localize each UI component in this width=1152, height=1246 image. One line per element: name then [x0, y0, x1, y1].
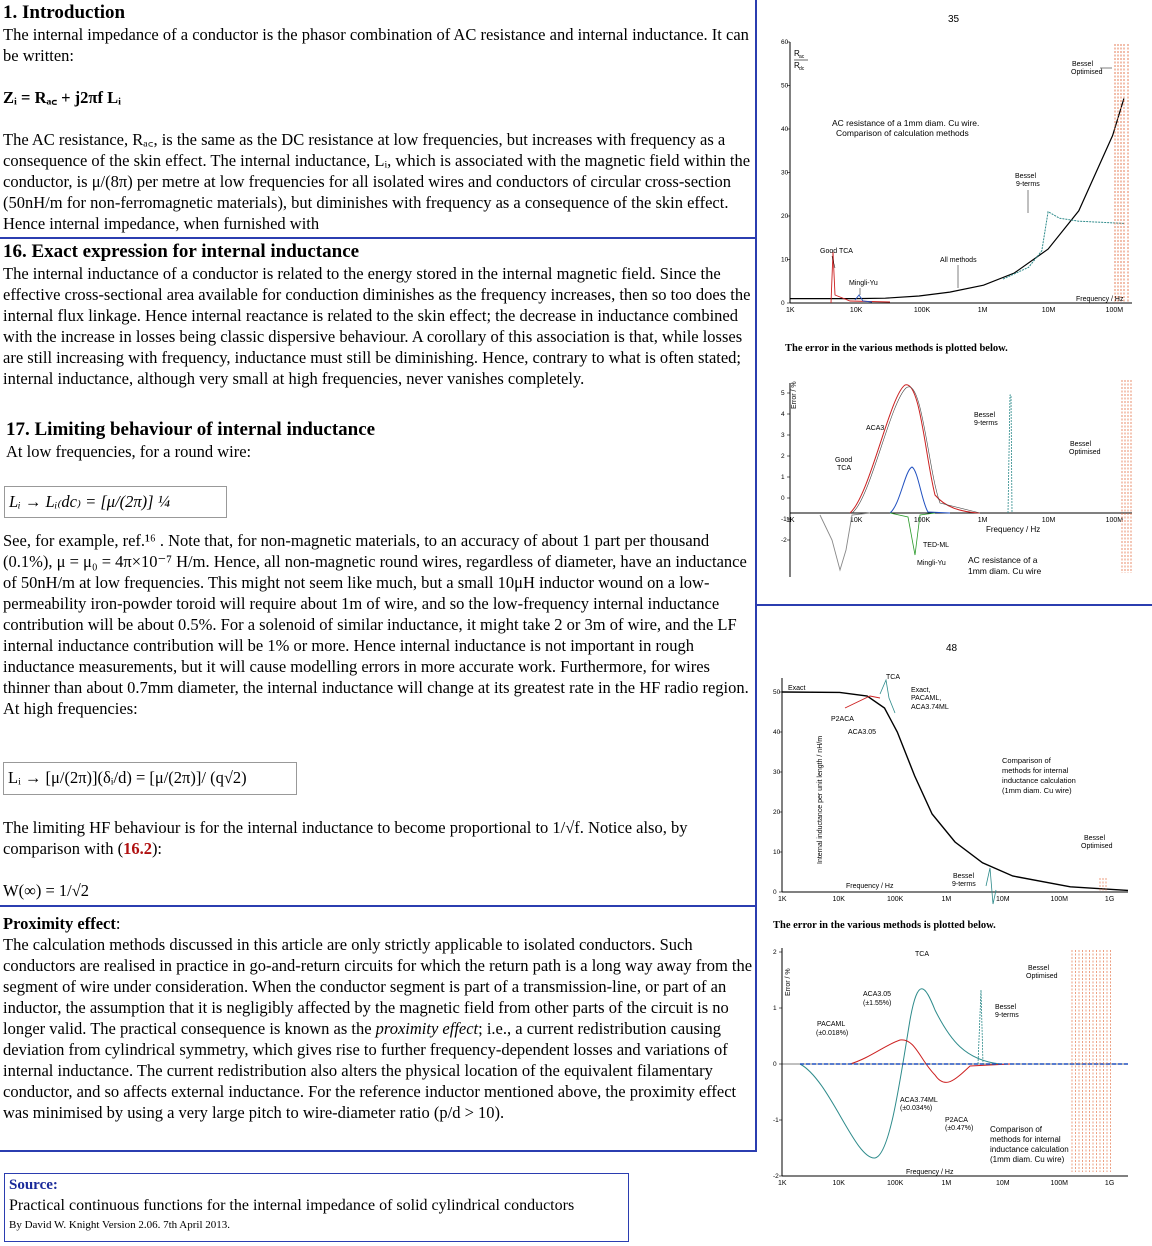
proximity-paragraph: The calculation methods discussed in this article are only strictly applicable to isolated conductors. Such conductors are realised in practice in go-and-return circuits for which the return path is a long way away from the segment of wire under consideration. When the conductor segment is part of a transmission-line, or part of an inductor, the assumption that it is negligibly affected by the magnetic field from other parts of the circuit is no longer valid. The practical consequence is known as the proximity effect; i.e., a current redistribution causing deviation from cylindrical symmetry, which gives rise to further frequency-dependent losses and variations of internal inductance. The current redistribution also alters the physical location of the equivalent filamentary conductor, and so affects external inductance. For the reference inductor mentioned above, the proximity effect was minimised by using a very large pitch to wire-diameter ratio (p/d > 10). [3, 935, 753, 1122]
ierr-annot-tca: TCA [915, 951, 929, 958]
inductance-chart [760, 668, 1150, 908]
high-frequency-formula-box [3, 762, 297, 795]
y-tick-label: 10 [781, 256, 789, 264]
y-tick-label: 50 [773, 689, 781, 696]
x-tick-label: 100M [1105, 517, 1124, 524]
svg-text:9-terms: 9-terms [1016, 181, 1040, 188]
ierr-curve-tca [800, 989, 1000, 1158]
err-bessel-optimised-lines [1122, 380, 1131, 573]
x-tick-label: 1K [786, 517, 795, 524]
ierr-annot-bessel-opt: Bessel [1028, 965, 1050, 972]
low-frequency-formula-box [4, 486, 227, 518]
inductance-curve-tca [880, 680, 895, 713]
err-curve-mingli [890, 467, 950, 513]
section-divider [0, 237, 757, 239]
page-number-35: 35 [948, 14, 960, 25]
x-tick-label: 100K [886, 896, 904, 903]
y-tick-label: 3 [781, 432, 785, 439]
proximity-section: Proximity effect: The calculation methods discussed in this article are only strictly applicable to isolated conductors. Such conductors are realised in practice in go-and-return circuits for which the return path is a long way away from the segment of wire under consideration. When the conductor segment is part of a transmission-line, or part of an inductor, the assumption that it is negligibly affected by the magnetic field from other parts of the circuit is no longer valid. The practical consequence is known as the proximity effect; i.e., a current redistribution causing deviation from cylindrical symmetry, which gives rise to further frequency-dependent losses and variations of internal inductance. The current redistribution also alters the physical location of the equivalent filamentary conductor, and so affects external inductance. For the reference inductor mentioned above, the proximity effect was minimised by using a very large pitch to wire-diameter ratio (p/d > 10). [3, 913, 755, 1149]
column-divider [755, 0, 757, 1152]
intro-section [3, 2, 755, 236]
err-curve-bessel9 [1008, 395, 1012, 513]
rac-error-title-1: AC resistance of a [968, 555, 1038, 565]
svg-text:TCA: TCA [837, 465, 851, 472]
y-tick-label: -1 [781, 516, 787, 523]
source-author: By David W. Knight Version 2.06. 7th April 2013. [9, 1219, 231, 1231]
rac-annot-bessel9: Bessel [1015, 173, 1037, 180]
svg-text:inductance calculation: inductance calculation [990, 1145, 1069, 1154]
ind-annot-exact-group: Exact, [911, 687, 931, 694]
ierr-annot-aca305: ACA3.05 [863, 991, 892, 998]
intro-paragraph-1: The internal impedance of a conductor is the phasor combination of AC resistance and internal inductance. It can be written: [3, 25, 749, 65]
y-tick-label: 0 [773, 889, 777, 896]
inductance-title: Comparison of [1002, 756, 1051, 765]
y-tick-label: 5 [781, 390, 785, 397]
ierr-annot-p2aca: P2ACA [945, 1117, 968, 1124]
rac-error-xlabel: Frequency / Hz [986, 525, 1041, 534]
svg-text:(±0.018%): (±0.018%) [816, 1030, 849, 1037]
x-tick-label: 1M [941, 1180, 952, 1187]
y-tick-label: 40 [773, 729, 781, 736]
source-label: Source: [9, 1177, 58, 1193]
page-number-48: 48 [946, 643, 958, 654]
svg-text:(1mm diam. Cu wire): (1mm diam. Cu wire) [990, 1155, 1065, 1164]
x-tick-label: 1K [786, 307, 795, 314]
err-annot-good-tca: Good [835, 457, 853, 464]
y-tick-label: -1 [773, 1117, 779, 1124]
rac-xlabel: Frequency / Hz [1076, 296, 1124, 303]
y-tick-label: 60 [781, 39, 789, 46]
svg-text:Optimised: Optimised [1069, 449, 1101, 456]
rac-annot-bessel-opt: Bessel [1072, 61, 1094, 68]
svg-text:9-terms: 9-terms [974, 420, 998, 427]
err-annot-bessel9: Bessel [974, 412, 996, 419]
ind-annot-p2aca: P2ACA [831, 716, 854, 723]
section-17-paragraph-2: See, for example, ref.¹⁶ . Note that, for non-magnetic materials, to an accuracy of about 1 part per thousand (0.1%), μ = μ₀ = 4π×10⁻⁷ H/m. Hence, all non-magnetic round wires, regardless of diameter, have an inductance of 50nH/m at low frequencies. This might not seem like much, but a small 10μH inductor wound on a low-permeability iron-powder toroid will require about 1m of wire, and so the low-frequency internal inductance contribution will be about 0.5%. For a solenoid of similar inductance, it might take 2 or 3m of wire, and the LF internal inductance contribution will be 1% or more. Hence internal inductance is not important in rough inductance measurements, but it will cause modelling errors in more accurate work. Furthermore, for wires thinner than about 0.7mm diameter, the internal inductance will change at its greatest rate in the HF radio region. [3, 531, 749, 697]
source-box [4, 1173, 629, 1242]
svg-text:9-terms: 9-terms [952, 881, 976, 888]
svg-text:Comparison of calculation meth: Comparison of calculation methods [836, 128, 969, 138]
x-tick-label: 1M [977, 517, 988, 524]
intro-heading: 1. Introduction [3, 2, 126, 23]
x-tick-label: 10M [995, 1180, 1010, 1187]
svg-text:R: R [794, 61, 800, 70]
svg-text:9-terms: 9-terms [995, 1012, 1019, 1019]
ind-annot-aca305: ACA3.05 [848, 729, 877, 736]
rac-ylabel-top: R [794, 49, 800, 58]
err-curve-aca3-b [852, 387, 980, 513]
section-17-paragraph-1: At low frequencies, for a round wire: [6, 442, 252, 461]
inductance-x-ticks [778, 896, 1114, 903]
x-tick-label: 100M [1050, 1180, 1068, 1187]
rac-title: AC resistance of a 1mm diam. Cu wire. [832, 118, 980, 128]
ierr-bessel-opt-lines [1072, 950, 1111, 1172]
rac-error-title-2: 1mm diam. Cu wire [968, 566, 1042, 576]
rac-annot-all: All methods [940, 257, 977, 264]
y-tick-label: 30 [781, 169, 789, 177]
inductance-error-ylabel: Error / % [785, 968, 792, 996]
w-infinity-formula: W(∞) = 1/√2 [3, 881, 90, 900]
y-tick-label: 0 [781, 495, 785, 502]
inductance-y-ticks [773, 689, 782, 896]
proximity-heading: Proximity effect [3, 914, 116, 933]
err-curve-aca3 [850, 385, 980, 513]
x-tick-label: 100K [913, 517, 931, 524]
inductance-ylabel: Internal inductance per unit length / nH/m [817, 735, 824, 864]
section-17-paragraph-4: The limiting HF behaviour is for the internal inductance to become proportional to 1/√f. Notice also, by comparison with (16.2): [3, 818, 688, 858]
high-frequency-formula: Lᵢ → [μ/(2π)](δᵢ/d) = [μ/(2π)]/ (q√2) [8, 768, 247, 787]
svg-text:(±0.034%): (±0.034%) [900, 1105, 933, 1112]
ierr-annot-pacaml: PACAML [817, 1021, 846, 1028]
svg-text:PACAML,: PACAML, [911, 695, 942, 702]
rac-annot-mingli: Mingli-Yu [849, 280, 878, 287]
y-tick-label: 2 [773, 949, 777, 956]
svg-text:Optimised: Optimised [1026, 973, 1058, 980]
internal-impedance-formula: Zᵢ = Rₐ꜀ + j2πf Lᵢ [3, 88, 122, 107]
section-17-hf [3, 817, 755, 905]
svg-text:(±0.47%): (±0.47%) [945, 1125, 974, 1132]
rac-chart [760, 30, 1150, 320]
x-tick-label: 10K [832, 896, 845, 903]
inductance-error-xlabel: Frequency / Hz [906, 1169, 954, 1176]
section-16-heading: 16. Exact expression for internal inductance [3, 241, 360, 262]
inductance-error-title: Comparison of [990, 1125, 1043, 1134]
rac-error-chart [760, 375, 1150, 595]
svg-text:ac: ac [799, 54, 805, 60]
section-17-paragraph-3: At high frequencies: [3, 699, 138, 718]
svg-text:inductance calculation: inductance calculation [1002, 776, 1076, 785]
x-tick-label: 1M [941, 896, 952, 903]
inductance-curve-bessel9 [986, 868, 996, 904]
svg-text:ACA3.74ML: ACA3.74ML [911, 704, 949, 711]
fig35-caption: The error in the various methods is plotted below. [785, 343, 1008, 354]
err-annot-ted-ml: TED-ML [923, 542, 950, 549]
y-tick-label: -2 [773, 1173, 779, 1180]
y-tick-label: 2 [781, 453, 785, 460]
x-tick-label: 100K [886, 1180, 904, 1187]
ierr-annot-aca374ml: ACA3.74ML [900, 1097, 938, 1104]
x-tick-label: 10K [849, 307, 863, 314]
x-tick-label: 1K [778, 1180, 787, 1187]
rac-annot-good-tca: Good TCA [820, 248, 853, 255]
y-tick-label: 1 [781, 474, 785, 481]
section-17-body [3, 530, 755, 745]
intro-paragraph-2: The AC resistance, Rₐ꜀, is the same as the DC resistance at low frequencies, but increases with frequency as a consequence of the skin effect. The internal inductance, Lᵢ, which is associated with the magnetic field within the conductor, is μ/(8π) per metre at low frequencies for all isolated wires and conductors of circular cross-section (50nH/m for non-ferromagnetic materials), but diminishes with frequency as a consequence of the skin effect. Hence internal impedance, when furnished with [3, 130, 751, 233]
x-tick-label: 10K [832, 1180, 845, 1187]
rac-error-ylabel: Error / % [791, 381, 798, 409]
fig48-caption: The error in the various methods is plotted below. [773, 920, 996, 931]
x-tick-label: 1G [1104, 896, 1115, 903]
y-tick-label: 30 [773, 769, 781, 776]
x-tick-label: 100M [1105, 307, 1124, 314]
x-tick-label: 100M [1050, 896, 1068, 903]
inductance-xlabel: Frequency / Hz [846, 883, 894, 890]
ierr-annot-bessel9: Bessel [995, 1004, 1017, 1011]
svg-text:Optimised: Optimised [1081, 843, 1113, 850]
y-tick-label: 0 [781, 300, 785, 307]
inductance-bessel-opt-lines [1100, 878, 1106, 892]
y-tick-label: 4 [781, 411, 785, 418]
section-16-paragraph: The internal inductance of a conductor is related to the energy stored in the internal magnetic field. Since the effective cross-sectional area available for conduction diminishes as the frequency increases, then so too does the internal flux linkage. Hence internal reactance is related to the skin effect; the decrease in inductance combined with the increase in losses being classic dispersive behaviour. A corollary of this association is that, while losses are still increasing with frequency, inductance must still be diminishing. Hence, contrary to what is often stated; internal inductance, although very small at high frequencies, never vanishes completely. [3, 264, 751, 388]
figure-divider [757, 604, 1152, 606]
svg-text:methods for internal: methods for internal [990, 1135, 1061, 1144]
err-curve-good-tca [820, 513, 870, 570]
svg-text:dc: dc [799, 66, 805, 72]
y-tick-label: -2 [781, 537, 787, 544]
x-tick-label: 10K [849, 517, 863, 524]
svg-text:(1mm diam. Cu wire): (1mm diam. Cu wire) [1002, 786, 1072, 795]
low-frequency-formula: Lᵢ → Lᵢ₍dc₎ = [μ/(2π)] ¼ [9, 492, 171, 511]
y-tick-label: 40 [781, 126, 789, 133]
y-tick-label: 50 [781, 82, 789, 90]
err-annot-mingli: Mingli-Yu [917, 560, 946, 567]
x-tick-label: 100K [913, 307, 931, 314]
inductance-error-y-ticks [773, 949, 782, 1180]
ierr-curve-bessel9 [978, 990, 983, 1064]
svg-text:methods for internal: methods for internal [1002, 766, 1069, 775]
y-tick-label: 10 [773, 849, 781, 856]
svg-text:(±1.55%): (±1.55%) [863, 1000, 892, 1007]
y-tick-label: 20 [773, 809, 781, 816]
x-tick-label: 10M [995, 896, 1010, 903]
rac-error-x-ticks [786, 517, 1123, 524]
svg-text:Optimised: Optimised [1071, 69, 1103, 76]
section-divider [0, 1150, 757, 1152]
section-divider [0, 905, 757, 907]
inductance-error-x-ticks [778, 1180, 1114, 1187]
x-tick-label: 10M [1041, 307, 1056, 314]
x-tick-label: 1G [1104, 1180, 1115, 1187]
err-annot-aca3: ACA3 [866, 425, 885, 432]
y-tick-label: 1 [773, 1005, 777, 1012]
x-tick-label: 10M [1041, 517, 1056, 524]
x-tick-label: 1K [778, 896, 787, 903]
err-annot-bessel-opt: Bessel [1070, 441, 1092, 448]
y-tick-label: 20 [781, 213, 789, 220]
y-tick-label: 0 [773, 1061, 777, 1068]
source-title: Practical continuous functions for the internal impedance of solid cylindrical conductors [9, 1197, 575, 1214]
x-tick-label: 1M [977, 307, 988, 314]
ind-annot-bessel9: Bessel [953, 873, 975, 880]
section-17-heading: 17. Limiting behaviour of internal inductance [6, 419, 376, 440]
ind-annot-tca: TCA [886, 674, 900, 681]
section-16 [3, 241, 755, 416]
inductance-error-chart [760, 940, 1150, 1190]
equation-reference-link[interactable]: 16.2 [123, 839, 152, 858]
ind-annot-exact: Exact [788, 685, 806, 692]
ind-annot-bessel-opt: Bessel [1084, 835, 1106, 842]
